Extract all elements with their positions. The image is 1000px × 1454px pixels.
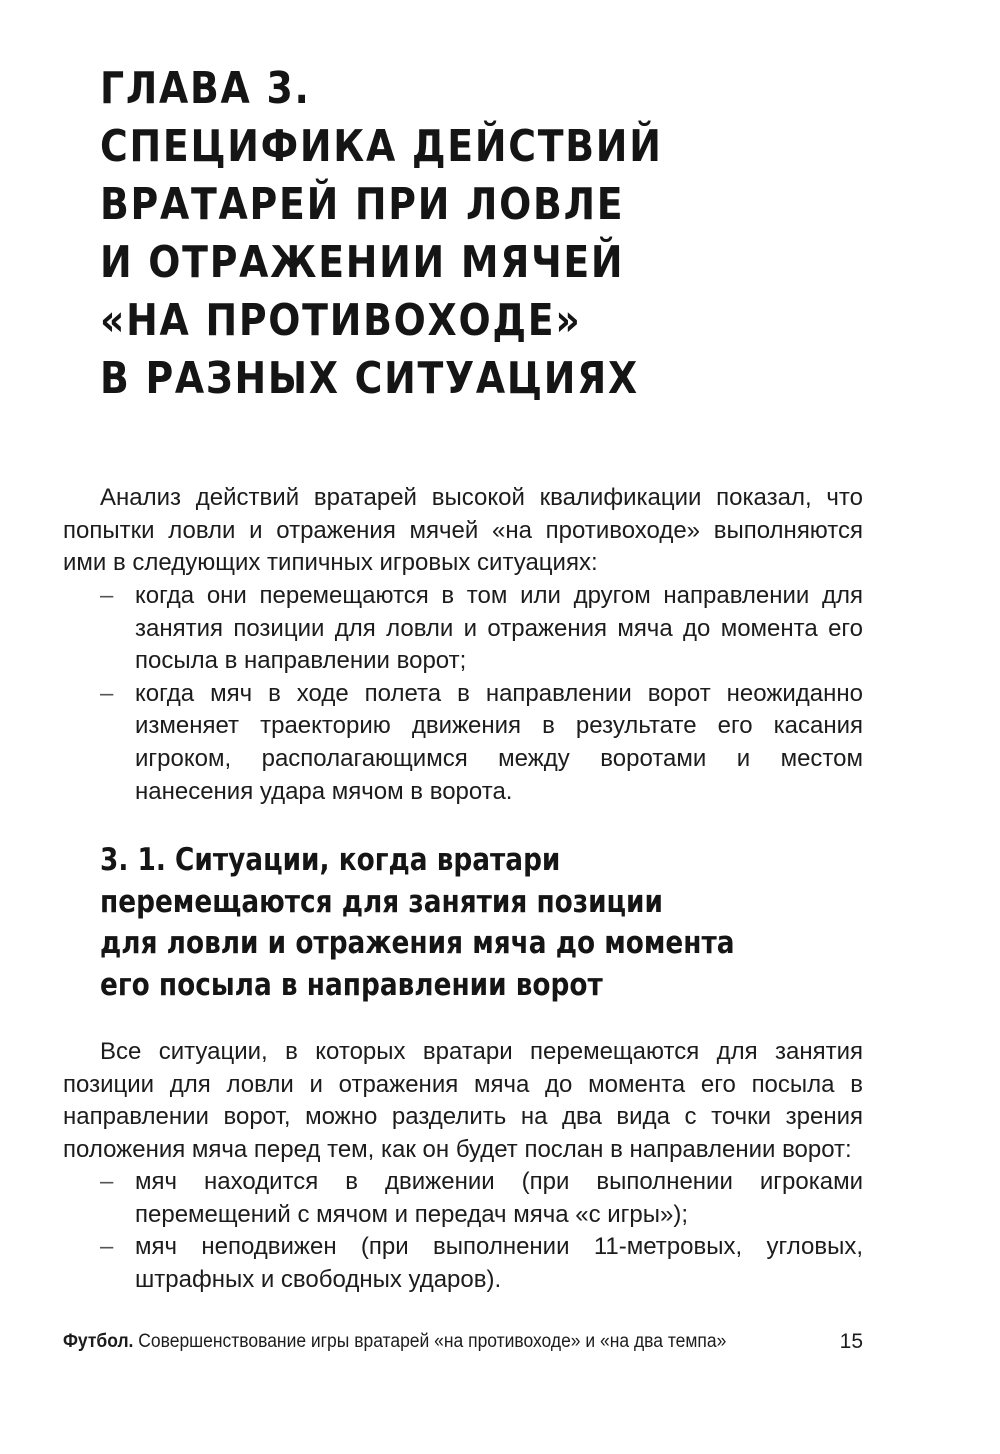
section-title-line: для ловли и отражения мяча до момента [100, 925, 735, 961]
list-item-text: когда мяч в ходе полета в направлении ворот неожиданно изменяет траекторию движения в результате его касания игроком, располагающимся между воротами и местом нанесения удара мячом в ворота. [135, 679, 863, 805]
section-paragraph-text: Все ситуации, в которых вратари перемещаются для занятия позиции для ловли и отражения мяча до момента его посыла в направлении ворот, можно разделить на два вида с точки зрения положения мяча перед тем, как он будет послан в направлении ворот: [63, 1038, 863, 1163]
dash-marker: – [100, 1168, 114, 1195]
dash-marker: – [100, 582, 114, 609]
section-paragraph [63, 1036, 863, 1166]
dash-marker: – [100, 1233, 114, 1261]
chapter-title-line: В РАЗНЫХ СИТУАЦИЯХ [100, 353, 639, 404]
chapter-title-line: И ОТРАЖЕНИИ МЯЧЕЙ [100, 237, 625, 288]
section-title [100, 840, 735, 1006]
footer-book-name: Футбол. [63, 1331, 134, 1352]
list-item-text: когда они перемещаются в том или другом направлении для занятия позиции для ловли и отражения мяча до момента его посыла в направлении ворот; [135, 582, 863, 675]
chapter-title-line: ГЛАВА 3. [100, 63, 311, 114]
running-footer-title [63, 1327, 726, 1357]
chapter-title-line: «НА ПРОТИВОХОДЕ» [100, 295, 582, 346]
section-title-line: перемещаются для занятия позиции [100, 883, 663, 920]
list-item [63, 580, 863, 678]
list-item-text: мяч неподвижен (при выполнении 11-метровых, угловых, штрафных и свободных ударов). [135, 1233, 863, 1293]
list-item-text: мяч находится в движении (при выполнении игроками перемещений с мячом и передач мяча «с игры»); [135, 1168, 863, 1228]
section-bullet-list [63, 1166, 863, 1296]
page-footer [63, 1327, 863, 1357]
list-item [63, 678, 863, 808]
footer-book-subtitle: Совершенствование игры вратарей «на противоходе» и «на два темпа» [138, 1331, 727, 1352]
list-item [63, 1231, 863, 1296]
chapter-title [100, 60, 663, 408]
dash-marker: – [100, 679, 114, 707]
intro-paragraph [63, 482, 863, 580]
chapter-title-line: ВРАТАРЕЙ ПРИ ЛОВЛЕ [100, 179, 625, 230]
intro-paragraph-text: Анализ действий вратарей высокой квалификации показал, что попытки ловли и отражения мячей «на противоходе» выполняются ими в следующих типичных игровых ситуациях: [63, 484, 863, 577]
section-title-line: его посыла в направлении ворот [100, 966, 603, 1003]
intro-bullet-list [63, 580, 863, 808]
section-title-line: 3. 1. Ситуации, когда вратари [100, 842, 561, 878]
list-item [63, 1166, 863, 1231]
chapter-title-line: СПЕЦИФИКА ДЕЙСТВИЙ [100, 121, 663, 172]
page-number: 15 [839, 1330, 863, 1353]
